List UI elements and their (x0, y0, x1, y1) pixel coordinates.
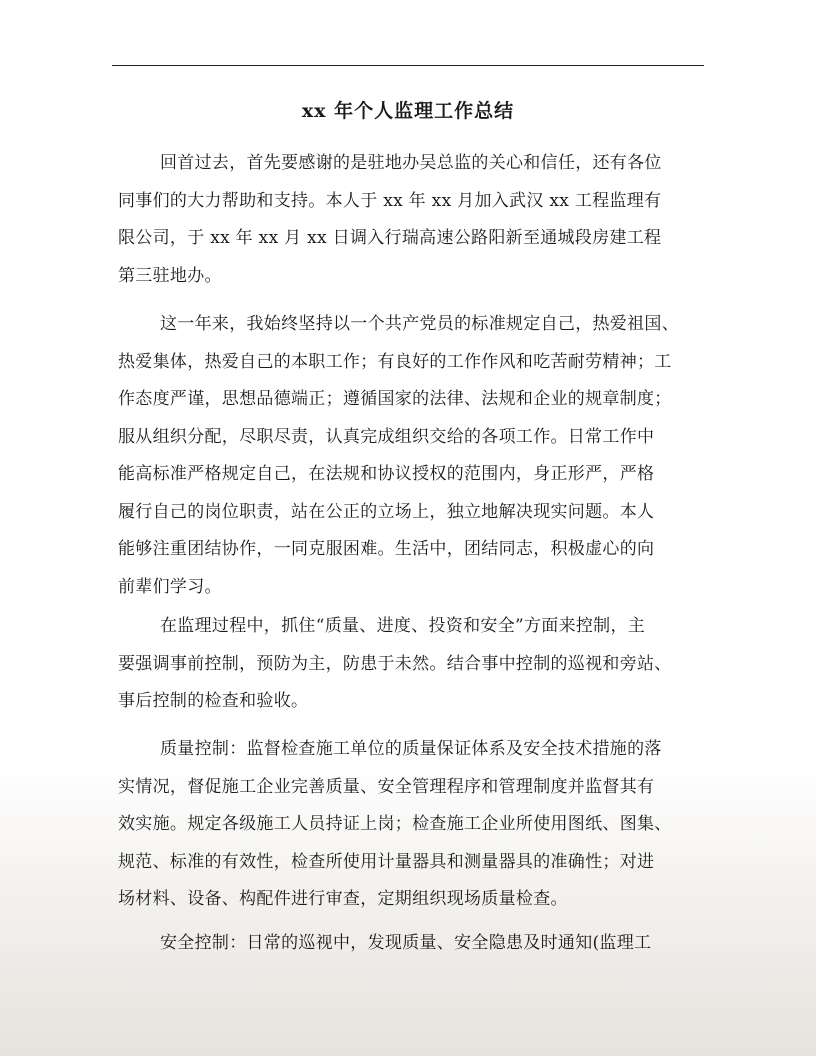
paragraph-line: 在监理过程中，抓住“质量、进度、投资和安全”方面来控制，主 (160, 616, 646, 636)
paragraph-line: 这一年来，我始终坚持以一个共产党员的标准规定自己，热爱祖国、 (160, 314, 679, 334)
paragraph-line: 前辈们学习。 (118, 576, 222, 597)
header-rule (112, 65, 704, 66)
paragraph-line: 回首过去，首先要感谢的是驻地办吴总监的关心和信任，还有各位 (160, 153, 662, 173)
paragraph-line: 要强调事前控制，预防为主，防患于未然。结合事中控制的巡视和旁站、 (118, 653, 672, 674)
paragraph-line: 服从组织分配，尽职尽责，认真完成组织交给的各项工作。日常工作中 (118, 426, 655, 447)
paragraph-line: 限公司，于 xx 年 xx 月 xx 日调入行瑞高速公路阳新至通城段房建工程 (118, 228, 662, 248)
document-title: xx 年个人监理工作总结 (301, 100, 515, 122)
paragraph-line: 履行自己的岗位职责，站在公正的立场上，独立地解决现实问题。本人 (118, 501, 655, 522)
paragraph-2 (118, 306, 710, 606)
paragraph-line: 安全控制：日常的巡视中，发现质量、安全隐患及时通知(监理工 (160, 933, 652, 953)
paragraph-line: 质量控制：监督检查施工单位的质量保证体系及安全技术措施的落 (160, 739, 662, 759)
paragraph-5 (118, 925, 710, 963)
paragraph-line: 规范、标准的有效性，检查所使用计量器具和测量器具的准确性；对进 (118, 851, 655, 872)
paragraph-line: 效实施。规定各级施工人员持证上岗；检查施工企业所使用图纸、图集、 (118, 814, 672, 834)
paragraph-line: 事后控制的检查和验收。 (118, 691, 309, 711)
paragraph-line: 能够注重团结协作，一同克服困难。生活中，团结同志，积极虚心的向 (118, 539, 655, 559)
paragraph-line: 热爱集体，热爱自己的本职工作；有良好的工作作风和吃苦耐劳精神；工 (118, 351, 672, 372)
paragraph-line: 场材料、设备、构配件进行审查，定期组织现场质量检查。 (118, 889, 568, 909)
paragraph-3 (118, 608, 710, 721)
paragraph-4 (118, 731, 710, 919)
paragraph-1 (118, 145, 710, 295)
paragraph-line: 实情况，督促施工企业完善质量、安全管理程序和管理制度并监督其有 (118, 776, 655, 797)
paragraph-line: 作态度严谨，思想品德端正；遵循国家的法律、法规和企业的规章制度； (118, 389, 672, 409)
paragraph-line: 能高标准严格规定自己，在法规和协议授权的范围内，身正形严，严格 (118, 464, 655, 484)
paragraph-line: 同事们的大力帮助和支持。本人于 xx 年 xx 月加入武汉 xx 工程监理有 (118, 190, 662, 211)
paragraph-line: 第三驻地办。 (118, 265, 222, 286)
